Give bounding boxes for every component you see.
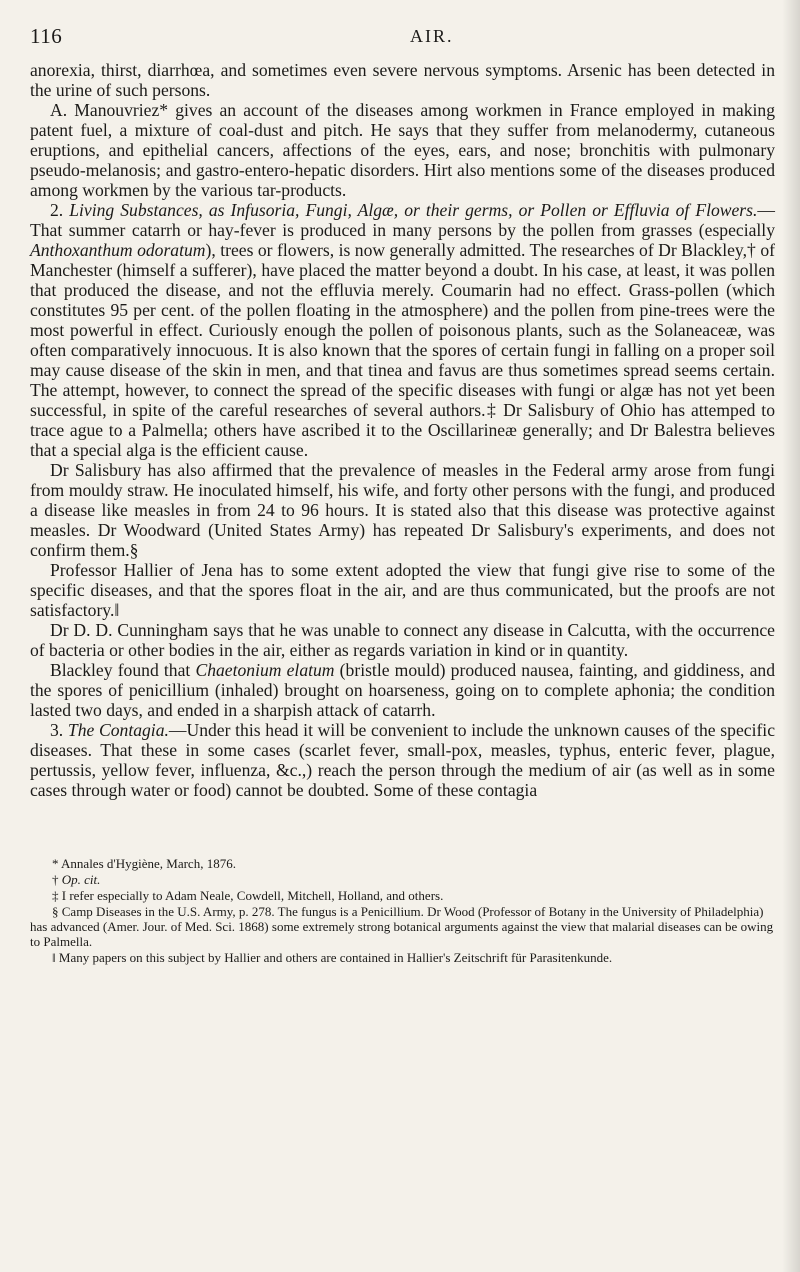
body-text	[30, 60, 775, 800]
text-segment: The Contagia.	[67, 720, 169, 740]
footnote-camp-diseases	[30, 904, 775, 949]
text-segment: Anthoxanthum odoratum	[30, 240, 206, 260]
paragraph-anorexia	[30, 60, 775, 100]
text-segment: § Camp Diseases in the U.S. Army, p. 278. The fungus is a Penicillium. Dr Wood (Professor of Botany in the University of Philadelphia) has advanced (Amer. Jour. of Med. Sci. 1868) some extremely strong botanical arguments against the view that malarial diseases can be owing to Palmella.	[30, 904, 774, 949]
page-number: 116	[30, 24, 63, 48]
paragraph-salisbury-measles	[30, 460, 775, 560]
footnote-many-papers	[30, 950, 775, 965]
footnote-op-cit	[30, 872, 775, 887]
text-segment: Chaetonium elatum	[195, 660, 335, 680]
text-segment: Dr Salisbury has also affirmed that the prevalence of measles in the Federal army arose from fungi from mouldy straw. He inoculated himself, his wife, and forty other persons with the fungi, and produced a disease like measles in from 24 to 96 hours. It is stated also that this disease was protective against measles. Dr Woodward (United States Army) has repeated Dr Salisbury's experiments, and does not confirm them.§	[30, 460, 775, 560]
page-edge-shadow	[782, 0, 800, 1272]
footnotes	[30, 856, 775, 966]
text-segment: Blackley found that	[50, 660, 196, 680]
text-segment: Op. cit.	[61, 872, 101, 887]
text-segment: —That summer catarrh or hay-fever is produced in many persons by the pollen from grasses (especially	[30, 200, 775, 240]
text-segment: ), trees or flowers, is now generally admitted. The researches of Dr Blackley,† of Manchester (himself a sufferer), have placed the matter beyond a doubt. In his case, at least, it was pollen that produced the disease, and not the effluvia merely. Coumarin had no effect. Grass-pollen (which constitutes 95 per cent. of the pollen floating in the atmosphere) and the pollen from pine-trees were the most powerful in effect. Curiously enough the pollen of poisonous plants, such as the Solaneaceæ, was often comparatively innocuous. It is also known that the spores of certain fungi in falling on a proper soil may cause disease of the skin in men, and that tinea and favus are thus sometimes spread seems certain. The attempt, however, to connect the spread of the specific diseases with fungi or algæ has not yet been successful, in spite of the careful researches of several authors.‡ Dr Salisbury of Ohio has attemped to trace ague to a Palmella; others have ascribed it to the Oscillarineæ generally; and Dr Balestra believes that a special alga is the efficient cause.	[30, 240, 775, 460]
paragraph-hallier	[30, 560, 775, 620]
text-segment: (bristle mould) produced nausea, fainting, and giddiness, and the spores of penicillium (inhaled) brought on hoarseness, going on to complete aphonia; the condition lasted two days, and ended in a sharpish attack of catarrh.	[30, 660, 775, 720]
text-segment: * Annales d'Hygiène, March, 1876.	[52, 856, 236, 871]
text-segment: ‖ Many papers on this subject by Hallier and others are contained in Hallier's Zeitschrift für Parasitenkunde.	[52, 950, 613, 965]
footnote-refer	[30, 888, 775, 903]
paragraph-manouvriez	[30, 100, 775, 200]
text-segment: A. Manouvriez* gives an account of the diseases among workmen in France employed in making patent fuel, a mixture of coal-dust and pitch. He says that they suffer from melanodermy, cutaneous eruptions, and epithelial cancers, affections of the eyes, ears, and nose; bronchitis with pulmonary pseudo-melanosis; and gastro-entero-hepatic disorders. Hirt also mentions some of the diseases produced among workmen by the various tar-products.	[30, 100, 775, 200]
text-segment: 3.	[50, 720, 68, 740]
running-head: AIR.	[410, 26, 454, 46]
paragraph-blackley	[30, 660, 775, 720]
paragraph-living-substances	[30, 200, 775, 460]
text-segment: 2.	[50, 200, 70, 220]
text-segment: Dr D. D. Cunningham says that he was unable to connect any disease in Calcutta, with the occurrence of bacteria or other bodies in the air, either as regards variation in kind or in quantity.	[30, 620, 775, 660]
book-page	[30, 24, 776, 965]
text-segment: ‡ I refer especially to Adam Neale, Cowdell, Mitchell, Holland, and others.	[52, 888, 444, 903]
footnote-annales	[30, 856, 775, 871]
text-segment: anorexia, thirst, diarrhœa, and sometimes even severe nervous symptoms. Arsenic has been detected in the urine of such persons.	[30, 60, 775, 100]
text-segment: —Under this head it will be convenient to include the unknown causes of the specific diseases. That these in some cases (scarlet fever, small-pox, measles, typhus, enteric fever, plague, pertussis, yellow fever, influenza, &c.,) reach the person through the medium of air (as well as in some cases through water or food) cannot be doubted. Some of these contagia	[30, 720, 776, 800]
page-header	[30, 24, 775, 60]
paragraph-cunningham	[30, 620, 775, 660]
text-segment: Living Substances, as Infusoria, Fungi, Algæ, or their germs, or Pollen or Effluvia of Flowers.	[69, 200, 758, 220]
text-segment: †	[52, 872, 62, 887]
text-segment: Professor Hallier of Jena has to some extent adopted the view that fungi give rise to some of the specific diseases, and that the spores float in the air, and are thus communicated, but the proofs are not satisfactory.‖	[30, 560, 775, 620]
paragraph-contagia	[30, 720, 775, 800]
